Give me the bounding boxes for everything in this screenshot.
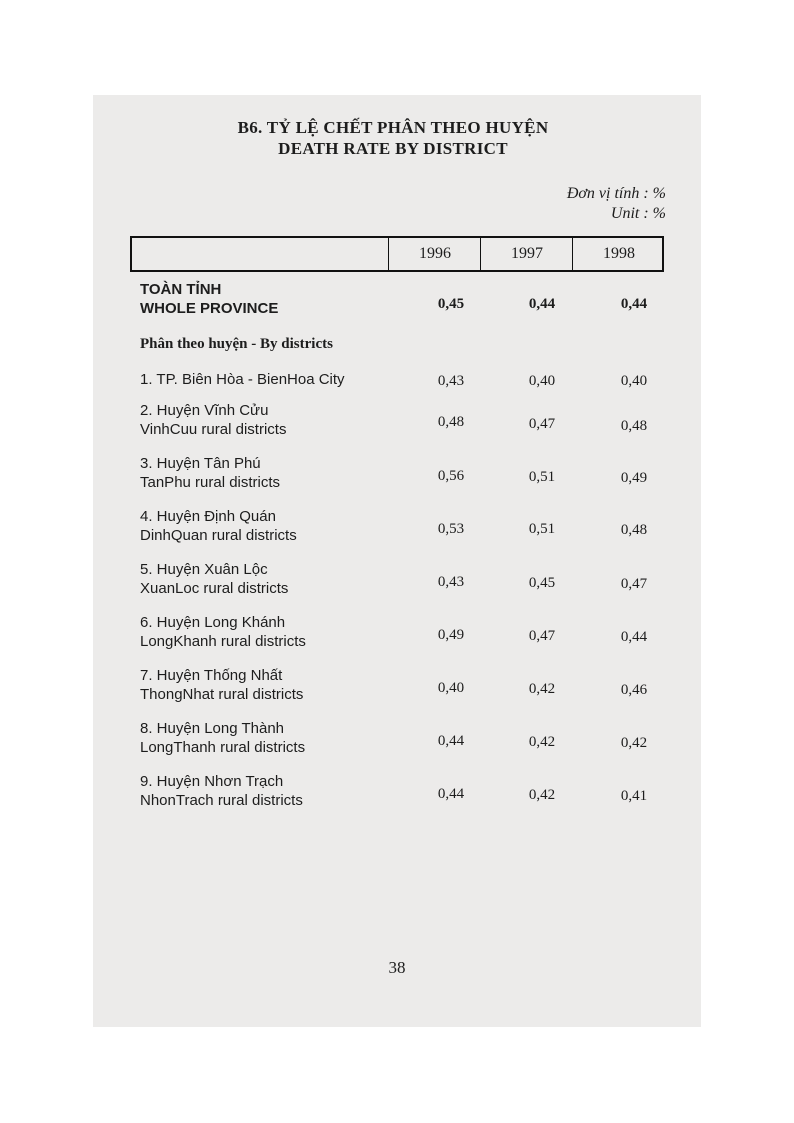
district-7-value-1997: 0,42 xyxy=(528,681,556,697)
district-2-label-vi: 2. Huyện Vĩnh Cửu xyxy=(140,402,269,419)
district-7-value-1996: 0,40 xyxy=(437,680,465,696)
district-4-label-vi: 4. Huyện Định Quán xyxy=(140,508,276,525)
table-title-vietnamese: B6. TỶ LỆ CHẾT PHÂN THEO HUYỆN xyxy=(237,118,549,137)
unit-label-vietnamese: Đơn vị tính : % xyxy=(566,185,666,202)
district-3-label-en: TanPhu rural districts xyxy=(140,474,281,491)
district-6-value-1998: 0,44 xyxy=(620,629,648,645)
unit-label-english: Unit : % xyxy=(610,205,666,222)
year-header-1998: 1998 xyxy=(572,238,665,270)
section-label: Phân theo huyện - By districts xyxy=(140,336,333,352)
district-3-value-1998: 0,49 xyxy=(620,470,648,486)
district-4-value-1997: 0,51 xyxy=(528,521,556,537)
district-4-value-1996: 0,53 xyxy=(437,521,465,537)
total-label-vietnamese: TOÀN TỈNH xyxy=(140,281,222,298)
district-1-value-1996: 0,43 xyxy=(437,373,465,389)
district-6-label-en: LongKhanh rural districts xyxy=(140,633,306,650)
district-3-value-1996: 0,56 xyxy=(437,468,465,484)
year-header-1996: 1996 xyxy=(388,238,481,270)
district-3-value-1997: 0,51 xyxy=(528,469,556,485)
district-2-value-1997: 0,47 xyxy=(528,416,556,432)
district-9-label-en: NhonTrach rural districts xyxy=(140,792,303,809)
district-3-label-vi: 3. Huyện Tân Phú xyxy=(140,455,261,472)
district-1-value-1998: 0,40 xyxy=(620,373,648,389)
district-7-value-1998: 0,46 xyxy=(620,682,648,698)
district-4-label-en: DinhQuan rural districts xyxy=(140,527,297,544)
table-title-english: DEATH RATE BY DISTRICT xyxy=(278,139,508,158)
page-number: 38 xyxy=(388,958,406,977)
district-9-label-vi: 9. Huyện Nhơn Trạch xyxy=(140,773,284,790)
district-4-value-1998: 0,48 xyxy=(620,522,648,538)
district-2-value-1996: 0,48 xyxy=(437,414,465,430)
district-1-label: 1. TP. Biên Hòa - BienHoa City xyxy=(140,371,345,388)
district-5-value-1998: 0,47 xyxy=(620,576,648,592)
district-6-value-1997: 0,47 xyxy=(528,628,556,644)
district-8-value-1996: 0,44 xyxy=(437,733,465,749)
district-8-label-en: LongThanh rural districts xyxy=(140,739,306,756)
table-header xyxy=(130,236,664,272)
district-8-value-1998: 0,42 xyxy=(620,735,648,751)
district-2-label-en: VinhCuu rural districts xyxy=(140,421,287,438)
district-7-label-en: ThongNhat rural districts xyxy=(140,686,304,703)
district-5-value-1997: 0,45 xyxy=(528,575,556,591)
total-value-1997: 0,44 xyxy=(528,296,556,312)
district-6-value-1996: 0,49 xyxy=(437,627,465,643)
district-9-value-1996: 0,44 xyxy=(437,786,465,802)
total-value-1996: 0,45 xyxy=(437,296,465,312)
district-5-label-en: XuanLoc rural districts xyxy=(140,580,289,597)
district-1-value-1997: 0,40 xyxy=(528,373,556,389)
total-value-1998: 0,44 xyxy=(620,296,648,312)
district-5-label-vi: 5. Huyện Xuân Lộc xyxy=(140,561,268,578)
district-6-label-vi: 6. Huyện Long Khánh xyxy=(140,614,286,631)
district-7-label-vi: 7. Huyện Thống Nhất xyxy=(140,667,283,684)
district-8-label-vi: 8. Huyện Long Thành xyxy=(140,720,285,737)
district-8-value-1997: 0,42 xyxy=(528,734,556,750)
year-header-1997: 1997 xyxy=(480,238,573,270)
district-5-value-1996: 0,43 xyxy=(437,574,465,590)
district-9-value-1997: 0,42 xyxy=(528,787,556,803)
total-label-english: WHOLE PROVINCE xyxy=(140,300,279,317)
district-2-value-1998: 0,48 xyxy=(620,418,648,434)
district-9-value-1998: 0,41 xyxy=(620,788,648,804)
